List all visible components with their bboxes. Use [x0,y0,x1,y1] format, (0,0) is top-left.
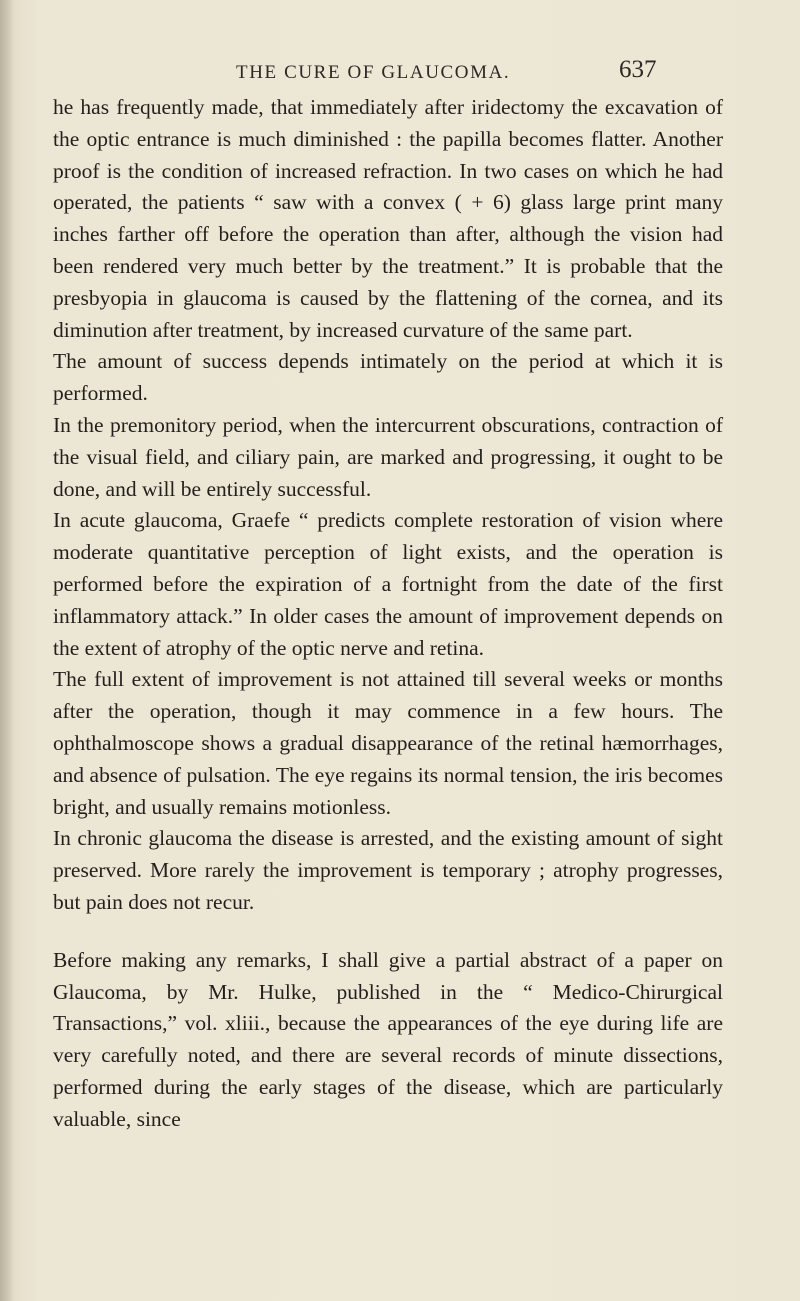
paragraph-continuation: he has frequently made, that immediately after iridectomy the excavation of the optic entrance is much diminished : the papilla becomes flatter. Another proof is the condition of increased refraction. In two cases on which he had operated, the patients “ saw with a convex ( + 6) glass large print many inches farther off before the operation than after, although the vision had been rendered very much better by the treatment.” It is probable that the presbyopia in glaucoma is caused by the flattening of the cornea, and its diminution after treatment, by increased curvature of the same part. [53,95,723,342]
paragraph-full-extent: The full extent of improvement is not attained till several weeks or months after the operation, though it may commence in a few hours. The ophthalmoscope shows a gradual disappearance of the retinal hæmorrhages, and absence of pulsation. The eye regains its normal tension, the iris becomes bright, and usually remains motionless. [53,667,723,819]
paragraph-hulke-abstract: Before making any remarks, I shall give a partial abstract of a paper on Glaucoma, by Mr. Hulke, published in the “ Medico-Chirurgical Transactions,” vol. xliii., because the appearances of the eye during life are very carefully noted, and there are several records of minute dissections, performed during the early stages of the disease, which are particularly valuable, since [53,947,723,1131]
body-text [53,92,723,1136]
paragraph-premonitory: In the premonitory period, when the intercurrent obscurations, contraction of the visual field, and ciliary pain, are marked and progressing, it ought to be done, and will be entirely successful. [53,412,723,501]
paragraph-success-period: The amount of success depends intimately on the period at which it is performed. [53,349,723,406]
page-gutter-shadow [0,0,14,1301]
running-head [0,58,800,88]
running-head-title: THE CURE OF GLAUCOMA. [236,62,511,83]
page-number: 637 [619,56,657,83]
paragraph-chronic-glaucoma: In chronic glaucoma the disease is arrested, and the existing amount of sight preserved. More rarely the improvement is temporary ; atrophy progresses, but pain does not recur. [53,826,723,914]
paragraph-acute-glaucoma: In acute glaucoma, Graefe “ predicts complete restoration of vision where moderate quantitative perception of light exists, and the operation is performed before the expiration of a fortnight from the date of the first inflammatory attack.” In older cases the amount of improvement depends on the extent of atrophy of the optic nerve and retina. [53,508,723,660]
